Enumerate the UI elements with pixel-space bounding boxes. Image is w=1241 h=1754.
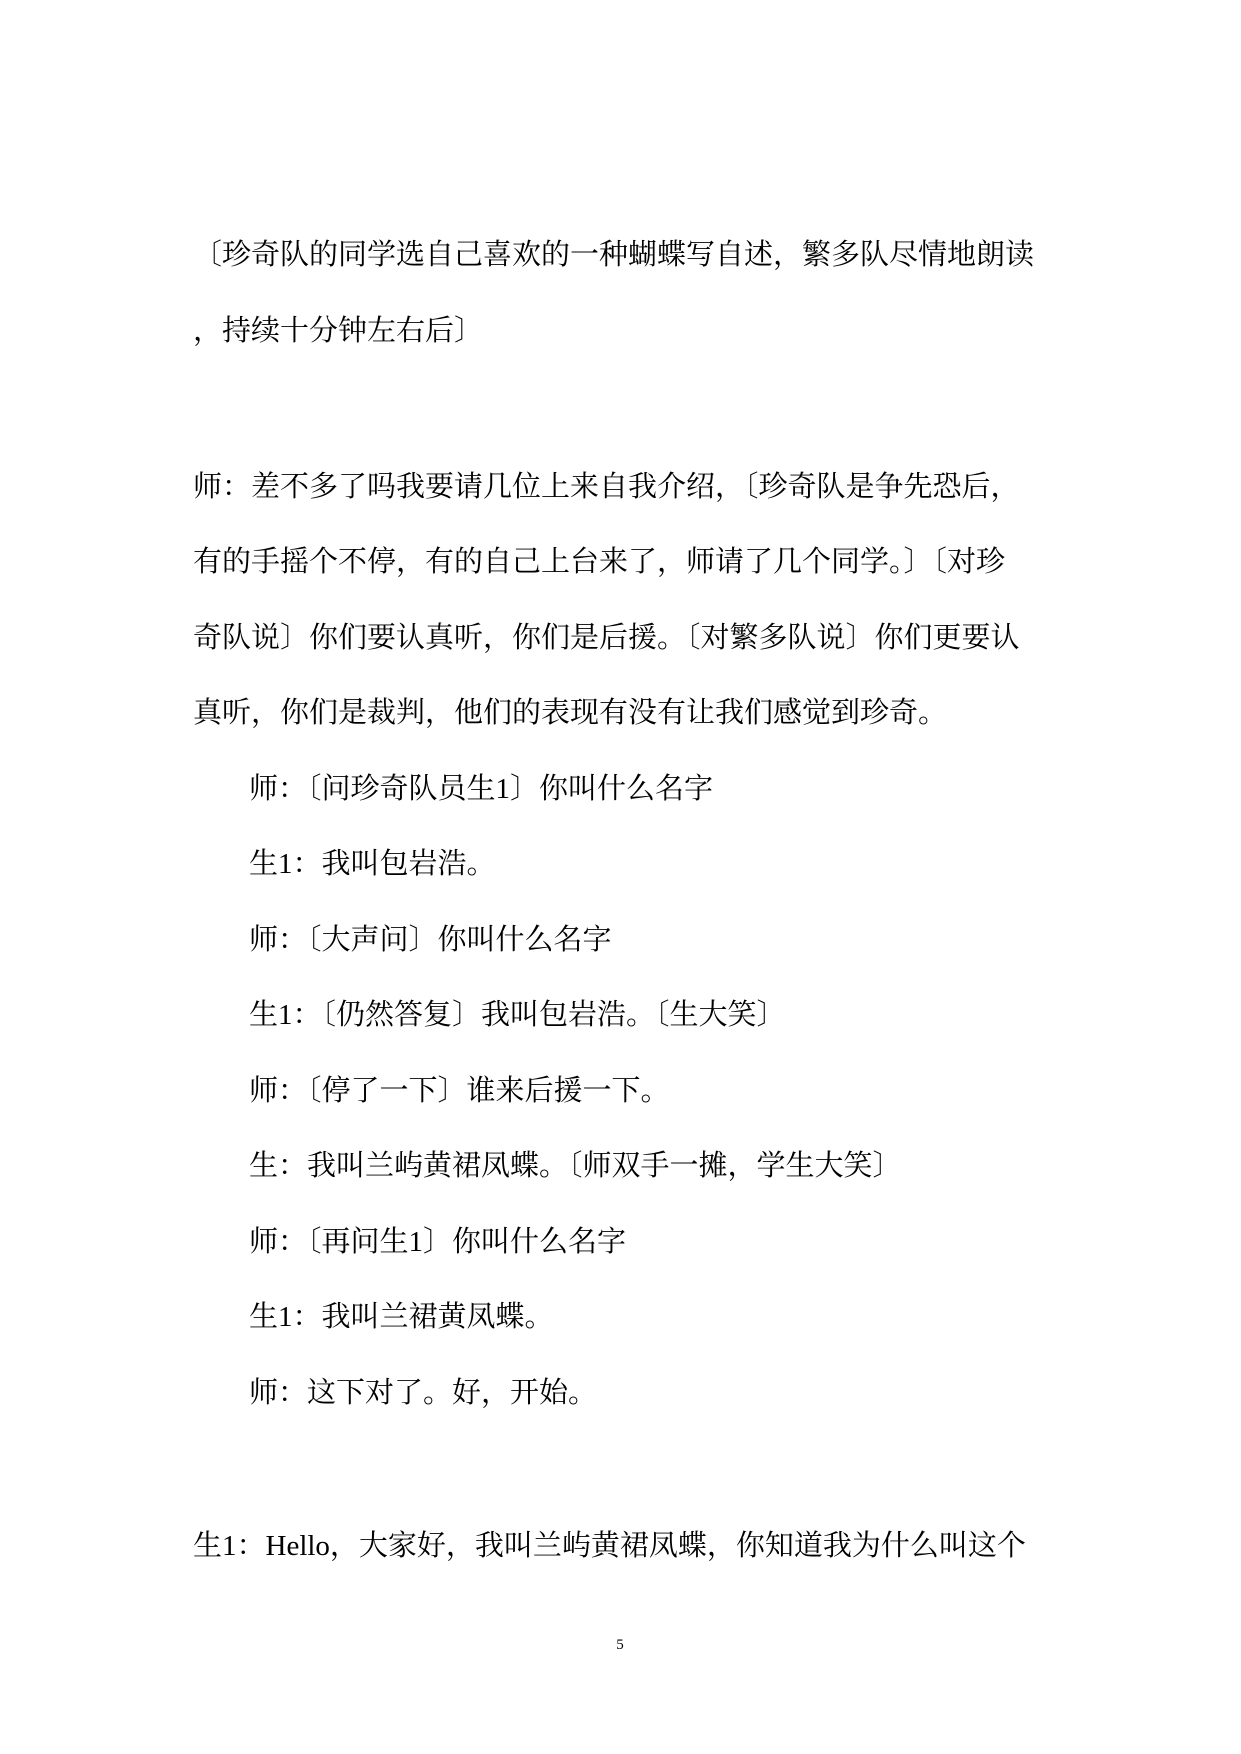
text-line: 有的手摇个不停，有的自己上台来了，师请了几个同学。〕〔对珍 [193,546,1006,578]
text-line: 奇队说〕你们要认真听，你们是后援。〔对繁多队说〕你们更要认 [193,622,1020,654]
dialogue-line: 师：〔再问生1〕你叫什么名字 [249,1226,627,1258]
text-line: 〔珍奇队的同学选自己喜欢的一种蝴蝶写自述，繁多队尽情地朗读 [193,239,1035,271]
dialogue-line: 师：〔大声问〕你叫什么名字 [249,924,612,956]
dialogue-line: 师：这下对了。好，开始。 [249,1377,598,1409]
dialogue-line: 生：我叫兰屿黄裙凤蝶。〔师双手一摊，学生大笑〕 [249,1150,902,1182]
dialogue-line: 生1：我叫兰裙黄凤蝶。 [249,1301,554,1333]
text-line: 师：差不多了吗我要请几位上来自我介绍，〔珍奇队是争先恐后， [193,471,1020,503]
dialogue-line: 生1：我叫包岩浩。 [249,848,496,880]
dialogue-line: 生1：〔仍然答复〕我叫包岩浩。〔生大笑〕 [249,999,786,1031]
dialogue-line: 师：〔停了一下〕谁来后援一下。 [249,1075,670,1107]
text-line: 真听，你们是裁判，他们的表现有没有让我们感觉到珍奇。 [193,697,948,729]
text-line: ，持续十分钟左右后〕 [193,315,484,347]
text-line: 生1：Hello，大家好，我叫兰屿黄裙凤蝶，你知道我为什么叫这个 [193,1530,1026,1562]
page-number: 5 [616,1637,624,1653]
dialogue-line: 师：〔问珍奇队员生1〕你叫什么名字 [249,773,714,805]
